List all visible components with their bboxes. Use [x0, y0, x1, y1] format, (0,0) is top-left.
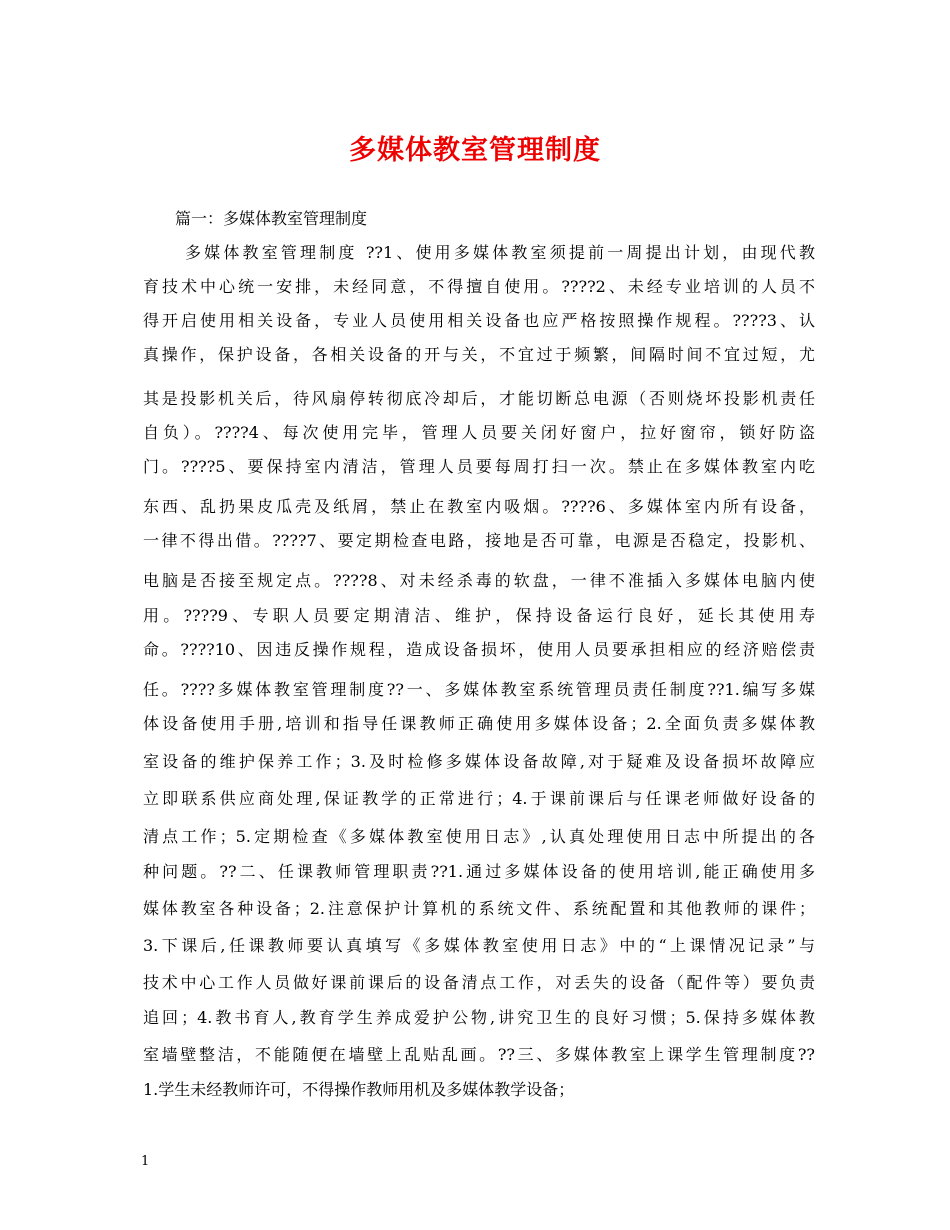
body-text-line: 东西、乱扔果皮瓜壳及纸屑，禁止在教室内吸烟。????6、多媒体室内所有设备， [143, 497, 815, 516]
document-title: 多媒体教室管理制度 [349, 135, 601, 166]
body-text-line: 真操作，保护设备，各相关设备的开与关，不宜过于频繁，间隔时间不宜过短，尤 [143, 345, 815, 364]
body-text-line: 门。????5、要保持室内清洁，管理人员要每周打扫一次。禁止在多媒体教室内吃 [143, 457, 815, 476]
body-text-line: 育技术中心统一安排，未经同意，不得擅自使用。????2、未经专业培训的人员不 [143, 277, 815, 296]
body-text-line: 自负）。????4、每次使用完毕，管理人员要关闭好窗户，拉好窗帘，锁好防盗 [143, 423, 815, 442]
body-text-line: 清点工作；5.定期检查《多媒体教室使用日志》,认真处理使用日志中所提出的各 [143, 827, 815, 846]
page-number: 1 [141, 1154, 150, 1169]
body-text-line: 体设备使用手册,培训和指导任课教师正确使用多媒体设备；2.全面负责多媒体教 [143, 714, 815, 733]
body-text-line: 得开启使用相关设备，专业人员使用相关设备也应严格按照操作规程。????3、认 [143, 311, 815, 330]
body-text-line: 一律不得出借。????7、要定期检查电路，接地是否可靠，电源是否稳定，投影机、 [143, 531, 815, 550]
body-text-line: 种问题。??二、任课教师管理职责??1.通过多媒体设备的使用培训,能正确使用多 [143, 862, 815, 881]
body-text-line: 电脑是否接至规定点。????8、对未经杀毒的软盘，一律不准插入多媒体电脑内使 [143, 571, 815, 590]
body-text-line: 室设备的维护保养工作；3.及时检修多媒体设备故障,对于疑难及设备损坏故障应 [143, 752, 815, 771]
body-text-line: 命。????10、因违反操作规程，造成设备损坏，使用人员要承担相应的经济赔偿责 [143, 640, 815, 659]
body-text-line: 多媒体教室管理制度 ??1、使用多媒体教室须提前一周提出计划，由现代教 [185, 243, 815, 262]
body-text-line: 用。????9、专职人员要定期清洁、维护，保持设备运行良好，延长其使用寿 [143, 606, 815, 625]
body-text-line: 其是投影机关后，待风扇停转彻底冷却后，才能切断总电源（否则烧坏投影机责任 [143, 389, 815, 408]
body-text-line: 3.下课后,任课教师要认真填写《多媒体教室使用日志》中的“上课情况记录”与 [143, 936, 815, 955]
body-text-line: 任。????多媒体教室管理制度??一、多媒体教室系统管理员责任制度??1.编写多媒 [143, 680, 815, 699]
body-text-line: 媒体教室各种设备；2.注意保护计算机的系统文件、系统配置和其他教师的课件； [143, 899, 815, 918]
section-heading: 篇一：多媒体教室管理制度 [175, 209, 368, 228]
body-text-line: 室墙壁整洁，不能随便在墙壁上乱贴乱画。??三、多媒体教室上课学生管理制度?? [143, 1045, 815, 1064]
body-text-line: 技术中心工作人员做好课前课后的设备清点工作，对丢失的设备（配件等）要负责 [143, 973, 815, 992]
body-text-line: 追回；4.教书育人,教育学生养成爱护公物,讲究卫生的良好习惯；5.保持多媒体教 [143, 1008, 815, 1027]
body-text-line: 立即联系供应商处理,保证教学的正常进行；4.于课前课后与任课老师做好设备的 [143, 789, 815, 808]
body-text-line: 1.学生未经教师许可，不得操作教师用机及多媒体教学设备； [143, 1080, 575, 1099]
